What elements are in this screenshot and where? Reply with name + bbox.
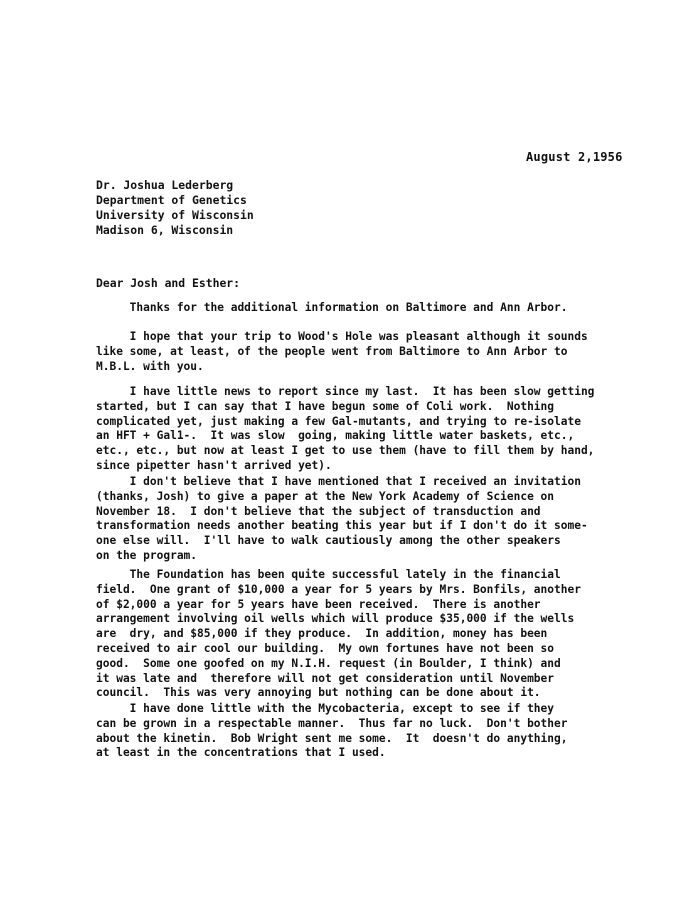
body-line: since pipetter hasn't arrived yet). — [96, 458, 332, 472]
body-line: council. This was very annoying but nothing can be done about it. — [96, 686, 541, 700]
recipient-address — [96, 178, 254, 238]
body-line: of $2,000 a year for 5 years have been received. There is another — [96, 597, 541, 611]
body-line: November 18. I don't believe that the subject of transduction and — [96, 504, 541, 518]
body-line: complicated yet, just making a few Gal-mutants, and trying to re-isolate — [96, 414, 581, 428]
body-line: etc., etc., but now at least I get to use them (have to fill them by hand, — [96, 444, 595, 458]
paragraph-4 — [96, 475, 588, 564]
body-line: like some, at least, of the people went from Baltimore to Ann Arbor to — [96, 344, 568, 358]
paragraph-5 — [96, 568, 581, 701]
body-line: transformation needs another beating this year but if I don't do it some- — [96, 519, 588, 533]
body-line: I hope that your trip to Wood's Hole was pleasant although it sounds — [96, 330, 588, 343]
body-line: started, but I can say that I have begun some of Coli work. Nothing — [96, 399, 555, 413]
body-line: The Foundation has been quite successful lately in the financial — [96, 568, 561, 581]
paragraph-6 — [96, 702, 567, 761]
body-line: about the kinetin. Bob Wright sent me some. It doesn't do anything, — [96, 731, 568, 745]
body-line: (thanks, Josh) to give a paper at the New York Academy of Science on — [96, 489, 555, 503]
address-line: University of Wisconsin — [96, 208, 254, 222]
paragraph-3 — [96, 385, 594, 474]
body-line: good. Some one goofed on my N.I.H. request (in Boulder, I think) and — [96, 656, 561, 670]
salutation: Dear Josh and Esther: — [96, 276, 241, 290]
body-line: I have little news to report since my last. It has been slow getting — [96, 385, 595, 398]
body-line: I don't believe that I have mentioned that I received an invitation — [96, 475, 581, 488]
body-line: an HFT + Gal1-. It was slow going, making little water baskets, etc., — [96, 429, 575, 443]
body-line: are dry, and $85,000 if they produce. In addition, money has been — [96, 627, 548, 641]
paragraph-1 — [96, 301, 567, 316]
body-line: can be grown in a respectable manner. Thus far no luck. Don't bother — [96, 716, 568, 730]
address-line: Dr. Joshua Lederberg — [96, 178, 234, 192]
paragraph-2 — [96, 330, 588, 374]
body-line: at least in the concentrations that I used. — [96, 746, 386, 760]
body-line: I have done little with the Mycobacteria, except to see if they — [96, 702, 555, 715]
body-line: M.B.L. with you. — [96, 359, 204, 373]
body-line: arrangement involving oil wells which will produce $35,000 if the wells — [96, 612, 575, 626]
address-line: Madison 6, Wisconsin — [96, 223, 234, 237]
body-line: Thanks for the additional information on Baltimore and Ann Arbor. — [96, 301, 568, 314]
body-line: field. One grant of $10,000 a year for 5 years by Mrs. Bonfils, another — [96, 582, 581, 596]
body-line: on the program. — [96, 548, 198, 562]
letter-date: August 2,1956 — [526, 150, 623, 164]
body-line: received to air cool our building. My own fortunes have not been so — [96, 641, 555, 655]
address-line: Department of Genetics — [96, 193, 247, 207]
body-line: one else will. I'll have to walk cautiously among the other speakers — [96, 534, 561, 548]
body-line: it was late and therefore will not get consideration until November — [96, 671, 555, 685]
